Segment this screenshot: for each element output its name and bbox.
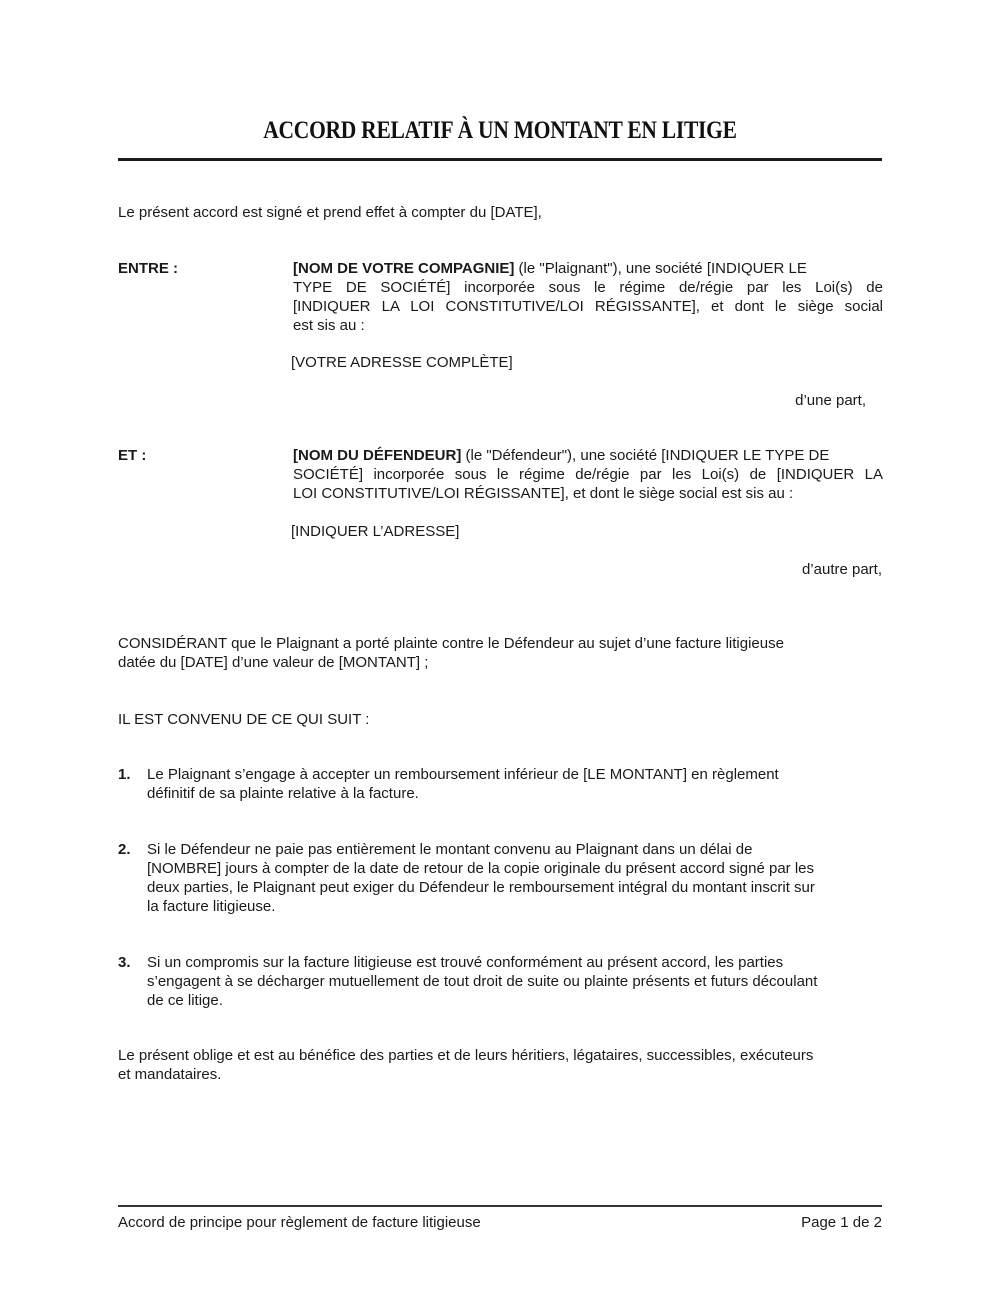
- party-closing-defendeur: d’autre part,: [801, 561, 882, 578]
- party-description-defendeur: [293, 446, 883, 503]
- clause-line: s’engagent à se décharger mutuellement de tout droit de suite ou plainte présents et futurs découlant: [147, 973, 818, 990]
- title-divider: [118, 158, 882, 161]
- party-address-defendeur: [INDIQUER L’ADRESSE]: [291, 523, 460, 540]
- clause-line: de ce litige.: [147, 992, 223, 1009]
- clause-line: Le Plaignant s’engage à accepter un remboursement inférieur de [LE MONTANT] en règlement: [147, 766, 779, 783]
- paragraph-line: et mandataires.: [118, 1066, 222, 1083]
- party-line: LOI CONSTITUTIVE/LOI RÉGISSANTE], et dont le siège social est sis au :: [293, 485, 794, 502]
- clause-number: 1.: [118, 766, 131, 783]
- clause-line: deux parties, le Plaignant peut exiger du Défendeur le remboursement intégral du montant inscrit sur: [147, 879, 815, 896]
- paragraph-line: datée du [DATE] d’une valeur de [MONTANT] ;: [118, 654, 429, 671]
- closing-paragraph: [118, 1046, 882, 1084]
- party-label-et: ET :: [118, 447, 147, 464]
- party-line: est sis au :: [293, 317, 365, 334]
- clause-number: 2.: [118, 841, 131, 858]
- party-line-text: (le "Défendeur"), une société [INDIQUER LE TYPE DE: [461, 447, 830, 464]
- party-description-plaignant: [293, 259, 883, 335]
- party-line: SOCIÉTÉ] incorporée sous le régime de/régie par les Loi(s) de [INDIQUER LA: [293, 466, 883, 483]
- party-line: TYPE DE SOCIÉTÉ] incorporée sous le régime de/régie par les Loi(s) de: [293, 279, 883, 296]
- footer-page-number: Page 1 de 2: [801, 1214, 882, 1231]
- clause-line: Si un compromis sur la facture litigieuse est trouvé conformément au présent accord, les parties: [147, 954, 784, 971]
- clause-line: définitif de sa plainte relative à la facture.: [147, 785, 419, 802]
- agreement-heading: IL EST CONVENU DE CE QUI SUIT :: [118, 711, 370, 728]
- clause-line: [NOMBRE] jours à compter de la date de retour de la copie originale du présent accord signé par les: [147, 860, 815, 877]
- clause-line: la facture litigieuse.: [147, 898, 276, 915]
- party-line-text: (le "Plaignant"), une société [INDIQUER LE: [514, 260, 807, 277]
- party-label-entre: ENTRE :: [118, 260, 178, 277]
- clause-text: [147, 765, 882, 803]
- party-closing-plaignant: d’une part,: [795, 392, 866, 409]
- clause-number: 3.: [118, 954, 131, 971]
- party-line: [INDIQUER LA LOI CONSTITUTIVE/LOI RÉGISSANTE], et dont le siège social: [293, 298, 883, 315]
- considerant-paragraph: [118, 634, 882, 672]
- intro-paragraph: Le présent accord est signé et prend effet à compter du [DATE],: [118, 204, 542, 221]
- party-name-bold: [NOM DE VOTRE COMPAGNIE]: [293, 260, 515, 277]
- footer-document-name: Accord de principe pour règlement de facture litigieuse: [118, 1214, 481, 1231]
- party-name-bold: [NOM DU DÉFENDEUR]: [293, 447, 462, 464]
- party-line: [293, 259, 883, 278]
- clause-text: [147, 840, 882, 916]
- party-line: [293, 446, 883, 465]
- paragraph-line: CONSIDÉRANT que le Plaignant a porté plainte contre le Défendeur au sujet d’une facture litigieuse: [118, 635, 784, 652]
- clause-line: Si le Défendeur ne paie pas entièrement le montant convenu au Plaignant dans un délai de: [147, 841, 753, 858]
- clause-text: [147, 953, 882, 1010]
- document-title: ACCORD RELATIF À UN MONTANT EN LITIGE: [263, 117, 737, 144]
- paragraph-line: Le présent oblige et est au bénéfice des parties et de leurs héritiers, légataires, successibles, exécuteurs: [118, 1047, 814, 1064]
- party-address-plaignant: [VOTRE ADRESSE COMPLÈTE]: [291, 354, 513, 371]
- footer-divider: [118, 1205, 882, 1207]
